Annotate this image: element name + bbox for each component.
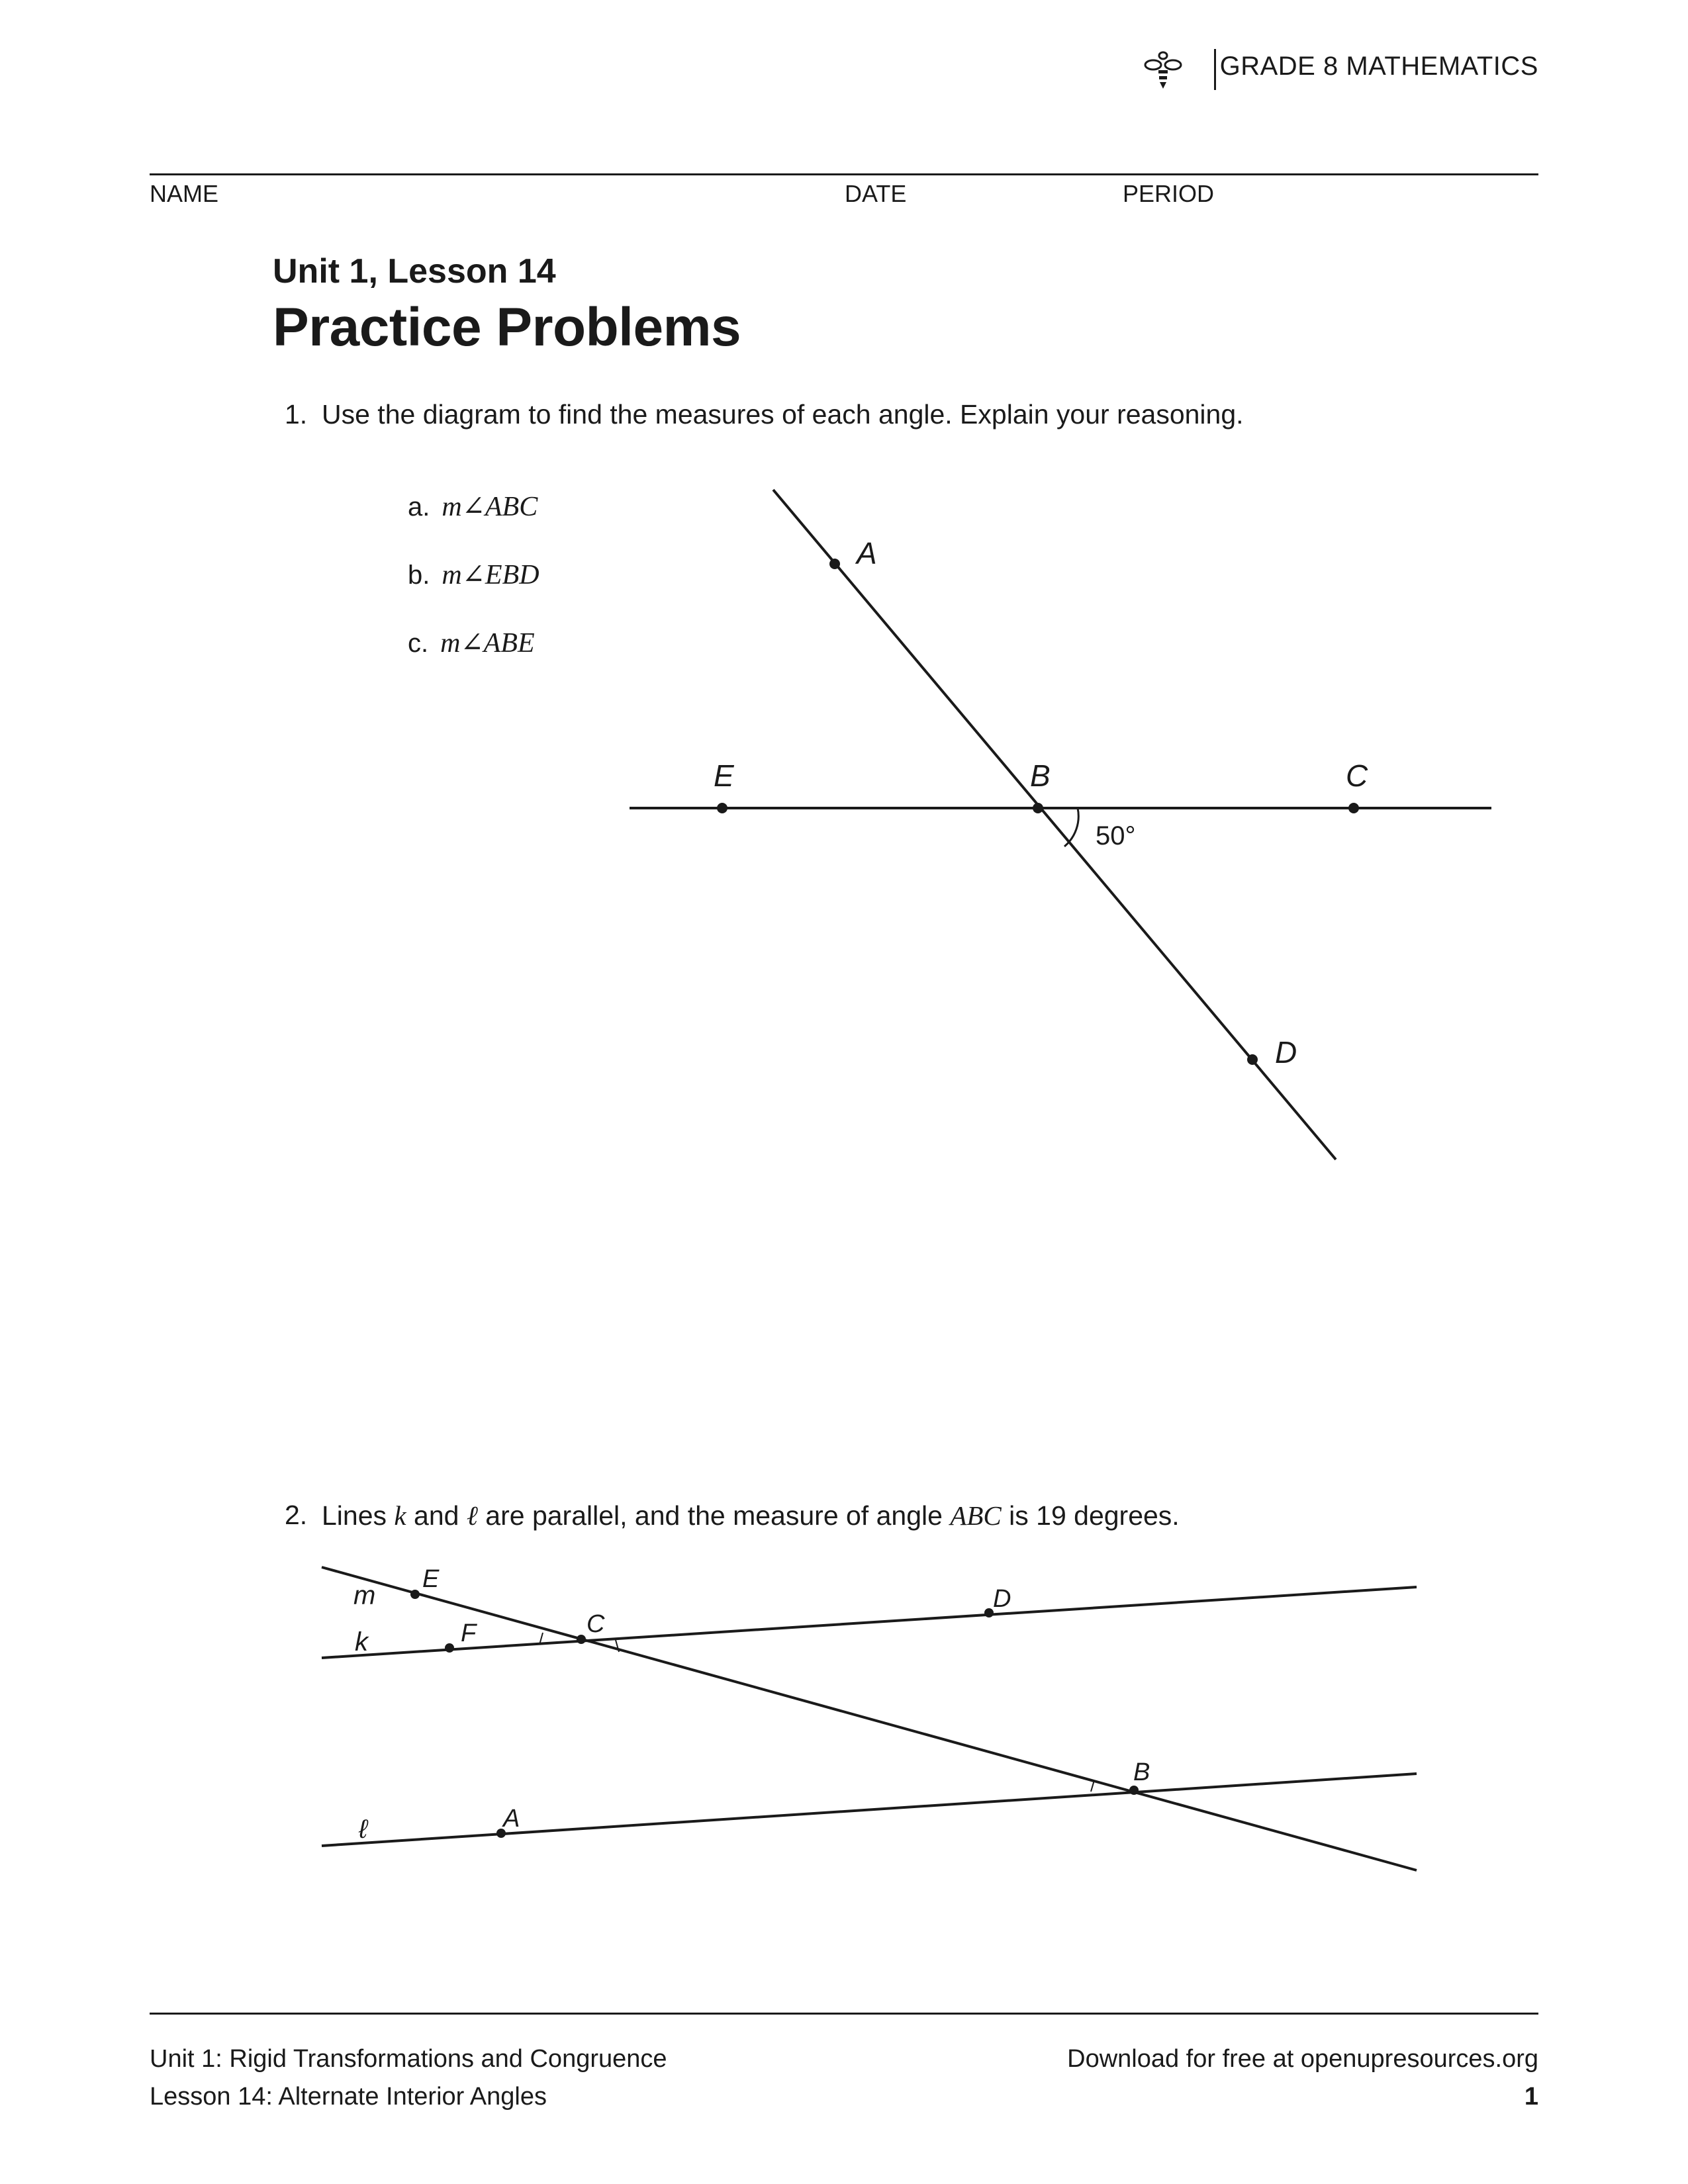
label-b: B <box>1030 758 1051 793</box>
label-line-k: k <box>355 1627 368 1657</box>
angle-label: 50° <box>1096 821 1136 850</box>
prompt-math: ℓ <box>466 1500 478 1531</box>
label-a: A <box>857 536 877 570</box>
problem-2-number: 2. <box>285 1500 308 1530</box>
point-c <box>577 1635 586 1644</box>
unit-lesson-label: Unit 1, Lesson 14 <box>273 252 556 291</box>
prompt-text: is 19 degrees. <box>1001 1500 1180 1531</box>
label-a: A <box>503 1805 520 1833</box>
label-f: F <box>461 1619 477 1647</box>
prompt-text: Lines <box>322 1500 395 1531</box>
part-expression: m∠ABE <box>440 628 535 659</box>
part-label: a. <box>408 492 430 522</box>
course-title: GRADE 8 MATHEMATICS <box>1219 52 1538 81</box>
part-expression: m∠ABC <box>442 492 538 522</box>
label-line-l: ℓ <box>359 1815 367 1844</box>
prompt-text: and <box>406 1500 467 1531</box>
line-m <box>322 1567 1417 1870</box>
name-label: NAME <box>150 180 219 207</box>
footer-unit: Unit 1: Rigid Transformations and Congruence <box>150 2045 667 2073</box>
angle-mark <box>1091 1780 1094 1792</box>
point-f <box>445 1643 454 1653</box>
period-label: PERIOD <box>1123 180 1215 207</box>
point-e <box>410 1590 420 1599</box>
footer-download: Download for free at openupresources.org <box>1067 2045 1538 2073</box>
label-c: C <box>586 1610 605 1638</box>
label-d: D <box>993 1585 1011 1613</box>
footer-lesson: Lesson 14: Alternate Interior Angles <box>150 2083 547 2111</box>
label-e: E <box>422 1565 440 1593</box>
line-k <box>322 1587 1417 1658</box>
label-d: D <box>1275 1035 1297 1069</box>
prompt-math: k <box>394 1500 406 1531</box>
label-e: E <box>714 758 734 793</box>
part-expression: m∠EBD <box>442 560 539 590</box>
point-d <box>984 1608 994 1617</box>
line-l <box>322 1774 1417 1846</box>
page-number: 1 <box>1524 2083 1538 2111</box>
problem-1-number: 1. <box>285 399 308 430</box>
label-c: C <box>1346 758 1368 793</box>
part-label: b. <box>408 561 430 590</box>
problem-1-prompt: Use the diagram to find the measures of each angle. Explain your reasoning. <box>322 399 1244 430</box>
prompt-text: are parallel, and the measure of angle <box>477 1500 951 1531</box>
prompt-math: ABC <box>950 1500 1002 1531</box>
label-b: B <box>1133 1758 1150 1786</box>
point-b <box>1129 1786 1139 1795</box>
page-title: Practice Problems <box>273 297 741 357</box>
label-line-m: m <box>353 1581 376 1610</box>
date-label: DATE <box>845 180 907 207</box>
part-label: c. <box>408 629 429 658</box>
footer-rule <box>150 2013 1538 2015</box>
